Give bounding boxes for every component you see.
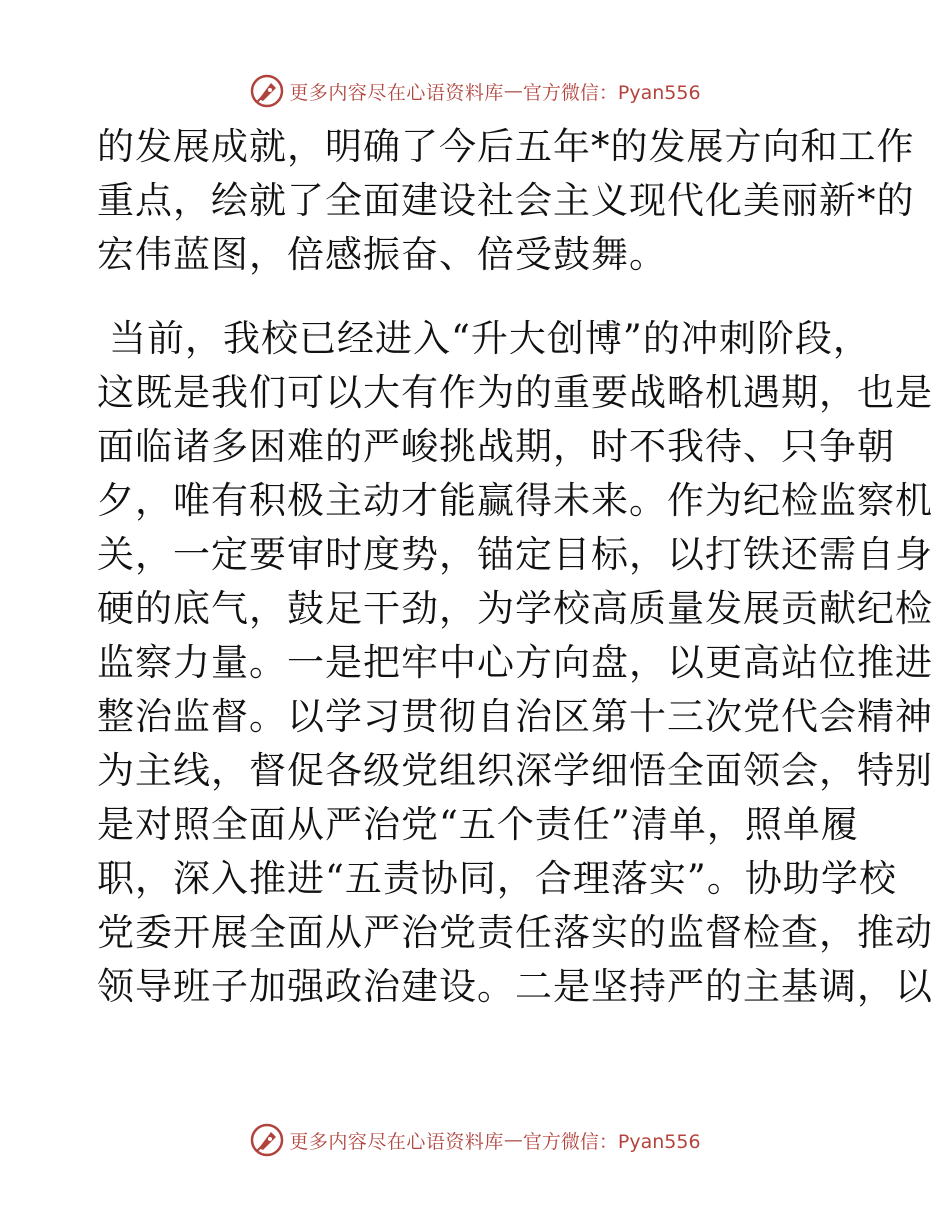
header-banner (0, 71, 950, 111)
text-line: 为主线，督促各级党组织深学细悟全面领会，特别 (97, 749, 933, 792)
text-line: 职，深入推进“五责协同，合理落实”。协助学校 (97, 857, 897, 900)
text-line: 这既是我们可以大有作为的重要战略机遇期，也是 (97, 371, 933, 414)
text-line: 的发展成就，明确了今后五年*的发展方向和工作 (97, 125, 915, 168)
pen-nib-logo-icon (249, 73, 285, 109)
text-line: 关，一定要审时度势，锚定目标，以打铁还需自身 (97, 533, 933, 576)
text-line: 领导班子加强政治建设。二是坚持严的主基调，以 (97, 965, 933, 1008)
text-line: 监察力量。一是把牢中心方向盘，以更高站位推进 (97, 641, 933, 684)
paragraph-2 (97, 312, 933, 1014)
text-line: 宏伟蓝图，倍感振奋、倍受鼓舞。 (97, 233, 667, 276)
banner-separator: — (503, 1129, 523, 1151)
banner-wechat: 官方微信：Pyan556 (522, 81, 701, 104)
banner-wechat: 官方微信：Pyan556 (522, 1130, 701, 1153)
pen-nib-logo-icon (249, 1122, 285, 1158)
banner-title: 更多内容尽在心语资料库 (289, 81, 504, 104)
text-line: 党委开展全面从严治党责任落实的监督检查，推动 (97, 911, 933, 954)
text-line: 夕，唯有积极主动才能赢得未来。作为纪检监察机 (97, 479, 933, 522)
text-line: 当前，我校已经进入“升大创博”的冲刺阶段， (109, 317, 871, 360)
text-line: 面临诸多困难的严峻挑战期，时不我待、只争朝 (97, 425, 895, 468)
text-line: 硬的底气，鼓足干劲，为学校高质量发展贡献纪检 (97, 587, 933, 630)
text-line: 是对照全面从严治党“五个责任”清单，照单履 (97, 803, 859, 846)
banner-title: 更多内容尽在心语资料库 (289, 1130, 504, 1153)
text-line: 重点，绘就了全面建设社会主义现代化美丽新*的 (97, 179, 915, 222)
footer-banner (0, 1120, 950, 1160)
banner-separator: — (503, 80, 523, 102)
text-line: 整治监督。以学习贯彻自治区第十三次党代会精神 (97, 695, 933, 738)
paragraph-1 (97, 120, 915, 282)
document-body (97, 120, 933, 1014)
